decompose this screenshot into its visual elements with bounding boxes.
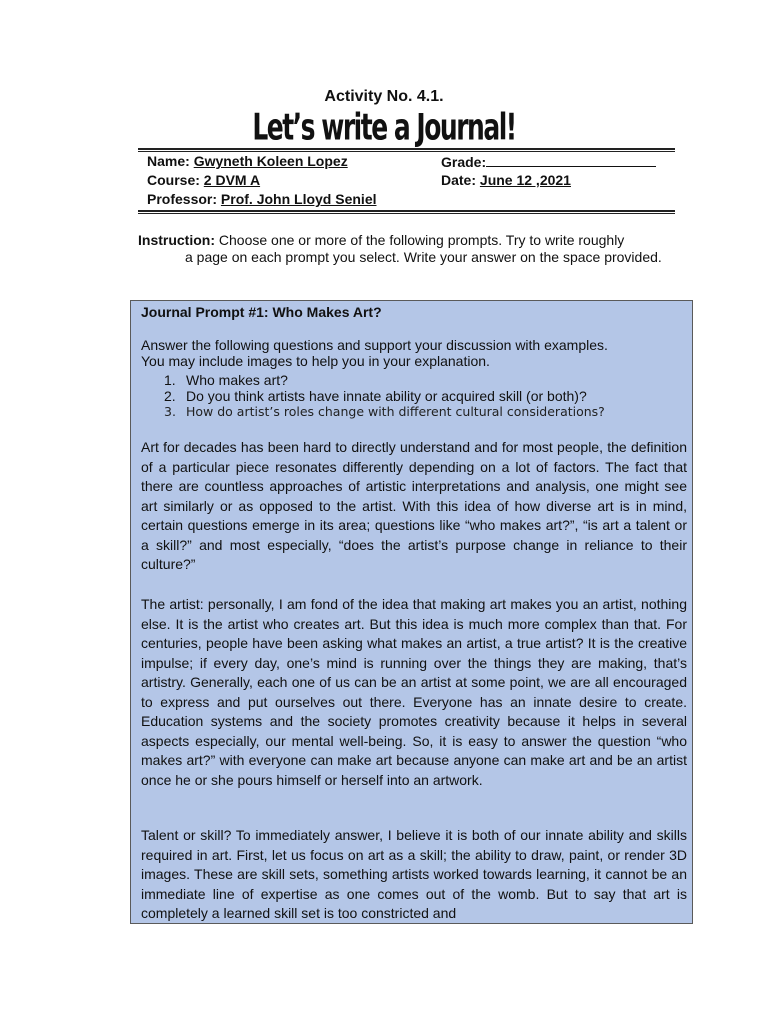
date-row — [441, 172, 571, 188]
question-number: 2. — [164, 388, 176, 404]
instruction-line-1 — [138, 232, 675, 249]
header-rule-bottom-thin — [138, 213, 675, 214]
instruction-text-1: Choose one or more of the following prompts. Try to write roughly — [218, 232, 625, 248]
professor-value: Prof. John Lloyd Seniel — [220, 191, 377, 207]
journal-title-text: Let’s write a Journal! — [252, 106, 516, 149]
name-value: Gwyneth Koleen Lopez — [193, 153, 348, 169]
question-item — [141, 404, 605, 420]
question-text: How do artist’s roles change with different cultural considerations? — [186, 404, 605, 419]
name-label: Name: — [147, 153, 190, 169]
instruction-label: Instruction: — [138, 232, 215, 248]
question-number: 1. — [164, 372, 176, 388]
question-text: Who makes art? — [186, 372, 288, 388]
question-number: 3. — [164, 404, 176, 419]
question-list — [141, 372, 605, 420]
prompt-intro-line-2: You may include images to help you in your explanation. — [141, 353, 490, 369]
course-row — [147, 172, 260, 188]
grade-row — [441, 153, 656, 170]
date-label: Date: — [441, 172, 477, 188]
name-row — [147, 153, 348, 169]
journal-title — [0, 106, 768, 149]
grade-label: Grade: — [441, 154, 487, 170]
prompt-intro — [141, 337, 608, 369]
question-text: Do you think artists have innate ability or acquired skill (or both)? — [186, 388, 587, 404]
answer-paragraph-2: The artist: personally, I am fond of the idea that making art makes you an artist, nothing else. It is the artist who creates art. But this idea is much more complex than that. For centuries, people have been asking what makes an artist, a true artist? It is the creative impulse; if every day, one’s mind is running over the things they are making, that’s artistry. Generally, each one of us can be an artist at some point, we are all encouraged to express and put ourselves out there. Everyone has an innate desire to create. Education systems and the society promotes creativity because it helps in several aspects especially, our mental well-being. So, it is easy to answer the question “who makes art?” with everyone can make art because anyone can make art and be an artist once he or she pours himself or herself into an artwork. — [141, 596, 687, 788]
answer-paragraph-3: Talent or skill? To immediately answer, I believe it is both of our innate ability and skills required in art. First, let us focus on art as a skill; the ability to draw, paint, or render 3D images. These are skill sets, something artists worked towards learning, it cannot be an immediate line of expertise as one comes out of the womb. But to say that art is completely a learned skill set is too constricted and — [141, 827, 687, 921]
date-value: June 12 ,2021 — [479, 172, 571, 188]
prompt-title: Journal Prompt #1: Who Makes Art? — [141, 304, 382, 320]
header-rule-bottom — [138, 210, 675, 212]
question-item — [141, 372, 605, 388]
journal-prompt-box — [130, 300, 693, 924]
header-rule-top-thin — [138, 151, 675, 152]
professor-row — [147, 191, 377, 207]
professor-label: Professor: — [147, 191, 218, 207]
instruction — [138, 232, 675, 266]
course-value: 2 DVM A — [203, 172, 261, 188]
instruction-text-2: a page on each prompt you select. Write your answer on the space provided. — [185, 249, 662, 265]
question-item — [141, 388, 605, 404]
answer-paragraph-1: Art for decades has been hard to directly understand and for most people, the definition of a particular piece resonates differently depending on a lot of factors. The fact that there are countless approaches of artistic interpretations and analysis, one might see art similarly or as opposed to the artist. With this idea of how diverse art is in mind, certain questions emerge in its area; questions like “who makes art?”, “is art a talent or a skill?” and most especially, “does the artist’s purpose change in reliance to their culture?” — [141, 439, 687, 572]
header-rule-top — [138, 148, 675, 150]
course-label: Course: — [147, 172, 200, 188]
activity-number: Activity No. 4.1. — [324, 88, 444, 105]
grade-blank-line — [486, 153, 656, 167]
prompt-intro-line-1: Answer the following questions and support your discussion with examples. — [141, 337, 608, 353]
